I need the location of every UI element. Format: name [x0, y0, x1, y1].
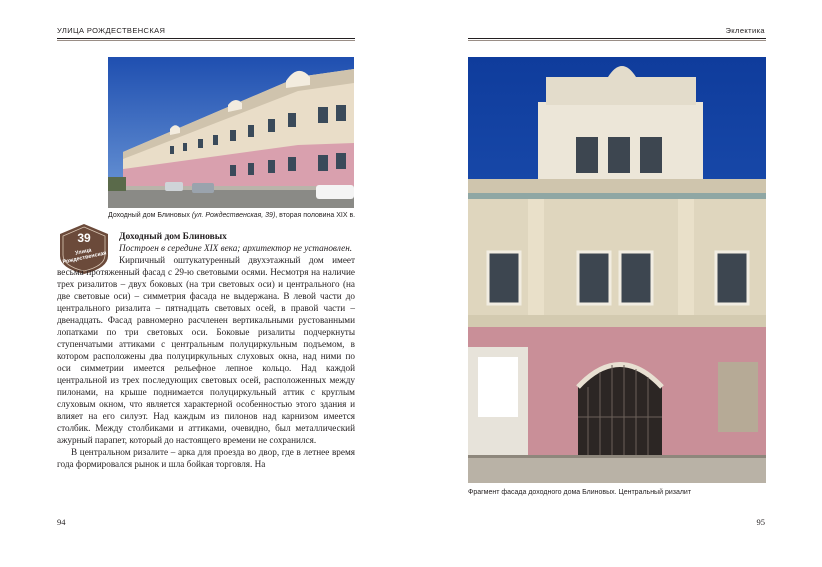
- badge-number: 39: [77, 231, 91, 245]
- caption-address: (ул. Рождественская, 39): [191, 212, 276, 219]
- facade-photo: [468, 57, 766, 483]
- body-text: [57, 254, 355, 470]
- caption-prefix: Доходный дом Блиновых: [108, 212, 190, 219]
- header-rule-thin: [57, 40, 355, 41]
- building-street-photo: [108, 57, 354, 208]
- entry-title: Доходный дом Блиновых: [119, 232, 227, 242]
- right-page: [411, 0, 822, 567]
- running-head-left: УЛИЦА РОЖДЕСТВЕНСКАЯ: [57, 26, 166, 35]
- photo-caption-right: Фрагмент фасада доходного дома Блиновых. Центральный ризалит: [468, 489, 692, 496]
- header-rule-thin: [468, 40, 766, 41]
- header-rule: [468, 38, 766, 39]
- entry-subtitle: Построен в середине XIX века; архитектор не установлен.: [119, 243, 353, 253]
- badge-label: Улица Рождественская: [62, 247, 108, 266]
- running-head-right: Эклектика: [725, 26, 765, 35]
- page-number-right: 95: [756, 517, 765, 527]
- paragraph-2: В центральном ризалите – арка для проезда во двор, где в летнее время года формировался рынок и шла бойкая торговля. На: [57, 447, 355, 469]
- paragraph-1: Кирпичный оштукатуренный двухэтажный дом имеет весьма протяженный фасад с 29-ю световыми осями. Несмотря на наличие трех ризалитов – двух боковых (на три световых оси) и центрального (на две световые оси) – симметрия фасада не выдержана. В левой части до центрального ризалита – пятнадцать световых осей, в правой части – двенадцать. Фасад равномерно расчленен вертикальными рустованными лопатками по три световых оси. Боковые ризалиты подчеркнуты ступенчатыми аттиками с центральным полуциркульным подъемом, в котором расположены два полуциркульных слуховых окна, над ними по оси симметрии имеется рельефное лепное кольцо. Над каждой центральной из трех последующих световых осей, расположенных между пилонами, на крыше поднимается полуциркульный аттик с круглым слуховым окном, что является характерной особенностью этого здания и влияет на его силуэт. Над каждым из пилонов над карнизом имеется столбик. Между столбиками и аттиками, очевидно, был металлический ажурный парапет, который до настоящего времени не сохранился.: [57, 255, 355, 445]
- page-number-left: 94: [57, 517, 66, 527]
- header-rule: [57, 38, 355, 39]
- caption-suffix: , вторая половина XIX в.: [275, 212, 356, 219]
- photo-caption-left: [108, 212, 355, 219]
